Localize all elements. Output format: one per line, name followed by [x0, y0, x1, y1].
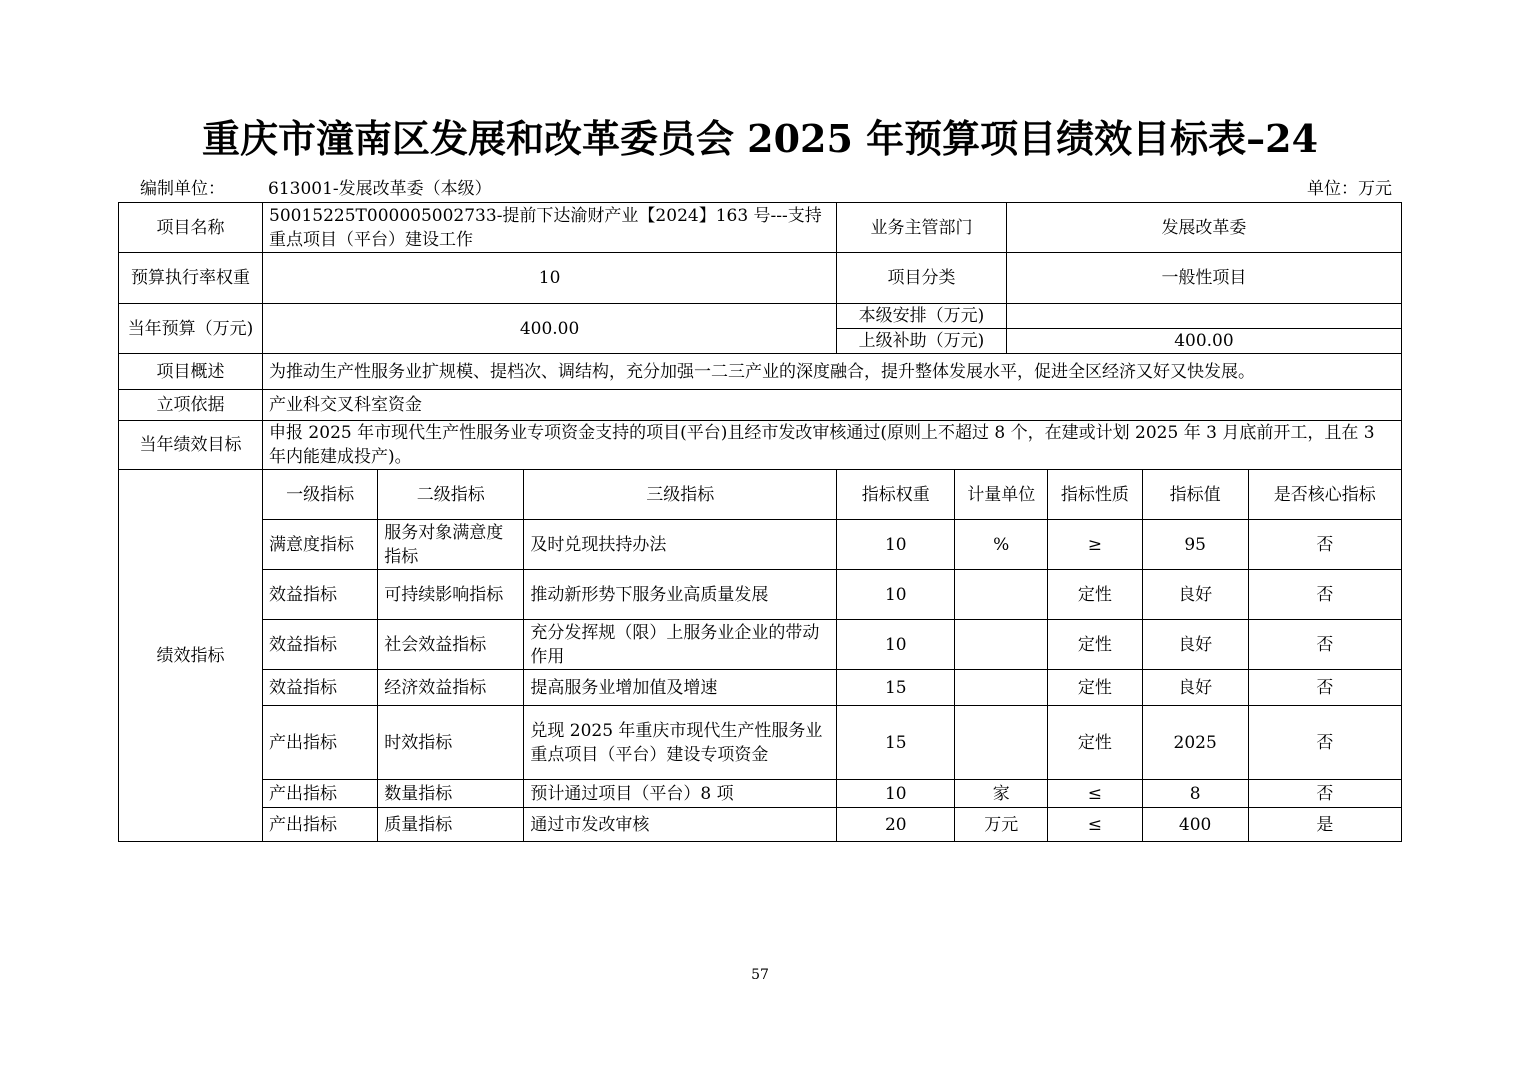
unit-cell: 万元 [955, 808, 1048, 842]
compiling-unit-value: 613001-发展改革委（本级） [268, 179, 492, 199]
level2-cell: 服务对象满意度指标 [378, 520, 524, 570]
compiling-unit-label: 编制单位： [140, 179, 225, 199]
row-weight [119, 253, 1402, 304]
dept-value: 发展改革委 [1006, 203, 1401, 253]
upper-label: 上级补助（万元) [837, 329, 1007, 354]
level3-cell: 及时兑现扶持办法 [524, 520, 837, 570]
indicator-row [119, 670, 1402, 706]
nature-cell: 定性 [1048, 570, 1143, 620]
level3-cell: 充分发挥规（限）上服务业企业的带动作用 [524, 620, 837, 670]
level3-cell: 兑现 2025 年重庆市现代生产性服务业重点项目（平台）建设专项资金 [524, 706, 837, 780]
header-value: 指标值 [1142, 470, 1248, 520]
local-value [1006, 304, 1401, 329]
level1-cell: 产出指标 [263, 706, 378, 780]
weight-cell: 10 [837, 520, 955, 570]
header-core: 是否核心指标 [1248, 470, 1401, 520]
level3-cell: 推动新形势下服务业高质量发展 [524, 570, 837, 620]
core-cell: 否 [1248, 670, 1401, 706]
header-level3: 三级指标 [524, 470, 837, 520]
unit-cell: % [955, 520, 1048, 570]
level1-cell: 满意度指标 [263, 520, 378, 570]
indicator-row [119, 620, 1402, 670]
weight-label: 预算执行率权重 [119, 253, 263, 304]
row-overview [119, 354, 1402, 390]
header-weight: 指标权重 [837, 470, 955, 520]
indicator-row [119, 808, 1402, 842]
core-cell: 是 [1248, 808, 1401, 842]
level1-cell: 效益指标 [263, 670, 378, 706]
nature-cell: 定性 [1048, 706, 1143, 780]
indicator-row [119, 706, 1402, 780]
indicators-section-label: 绩效指标 [119, 470, 263, 842]
value-cell: 良好 [1142, 570, 1248, 620]
level3-cell: 通过市发改审核 [524, 808, 837, 842]
value-cell: 400 [1142, 808, 1248, 842]
local-label: 本级安排（万元) [837, 304, 1007, 329]
basis-label: 立项依据 [119, 390, 263, 421]
overview-value: 为推动生产性服务业扩规模、提档次、调结构，充分加强一二三产业的深度融合，提升整体发展水平，促进全区经济又好又快发展。 [263, 354, 1402, 390]
nature-cell: ≤ [1048, 780, 1143, 808]
project-name-label: 项目名称 [119, 203, 263, 253]
header-level2: 二级指标 [378, 470, 524, 520]
unit-cell [955, 570, 1048, 620]
unit-cell [955, 706, 1048, 780]
weight-cell: 15 [837, 670, 955, 706]
weight-cell: 10 [837, 780, 955, 808]
level3-cell: 预计通过项目（平台）8 项 [524, 780, 837, 808]
value-cell: 2025 [1142, 706, 1248, 780]
category-label: 项目分类 [837, 253, 1007, 304]
level2-cell: 社会效益指标 [378, 620, 524, 670]
nature-cell: ≤ [1048, 808, 1143, 842]
weight-value: 10 [263, 253, 837, 304]
nature-cell: ≥ [1048, 520, 1143, 570]
core-cell: 否 [1248, 620, 1401, 670]
performance-table [118, 202, 1402, 842]
level1-cell: 产出指标 [263, 808, 378, 842]
core-cell: 否 [1248, 520, 1401, 570]
row-project-name [119, 203, 1402, 253]
level3-cell: 提高服务业增加值及增速 [524, 670, 837, 706]
category-value: 一般性项目 [1006, 253, 1401, 304]
budget-label: 当年预算（万元) [119, 304, 263, 354]
goal-value: 申报 2025 年市现代生产性服务业专项资金支持的项目(平台)且经市发改审核通过(原则上不超过 8 个，在建或计划 2025 年 3 月底前开工，且在 3 年内能建成投产)。 [263, 421, 1402, 470]
core-cell: 否 [1248, 780, 1401, 808]
unit-cell [955, 670, 1048, 706]
value-cell: 良好 [1142, 670, 1248, 706]
page-title: 重庆市潼南区发展和改革委员会 2025 年预算项目绩效目标表–24 [201, 116, 1319, 161]
indicator-header-row [119, 470, 1402, 520]
level2-cell: 经济效益指标 [378, 670, 524, 706]
level2-cell: 时效指标 [378, 706, 524, 780]
unit-cell: 家 [955, 780, 1048, 808]
indicator-row [119, 520, 1402, 570]
core-cell: 否 [1248, 570, 1401, 620]
weight-cell: 15 [837, 706, 955, 780]
compiling-unit [140, 174, 492, 199]
row-basis [119, 390, 1402, 421]
header-nature: 指标性质 [1048, 470, 1143, 520]
weight-cell: 20 [837, 808, 955, 842]
weight-cell: 10 [837, 620, 955, 670]
dept-label: 业务主管部门 [837, 203, 1007, 253]
core-cell: 否 [1248, 706, 1401, 780]
unit-cell [955, 620, 1048, 670]
row-goal [119, 421, 1402, 470]
header-unit: 计量单位 [955, 470, 1048, 520]
level2-cell: 数量指标 [378, 780, 524, 808]
page-number: 57 [751, 967, 769, 983]
overview-label: 项目概述 [119, 354, 263, 390]
value-cell: 8 [1142, 780, 1248, 808]
nature-cell: 定性 [1048, 620, 1143, 670]
upper-value: 400.00 [1006, 329, 1401, 354]
level1-cell: 产出指标 [263, 780, 378, 808]
nature-cell: 定性 [1048, 670, 1143, 706]
weight-cell: 10 [837, 570, 955, 620]
value-cell: 良好 [1142, 620, 1248, 670]
indicator-row [119, 780, 1402, 808]
value-cell: 95 [1142, 520, 1248, 570]
level1-cell: 效益指标 [263, 620, 378, 670]
level2-cell: 质量指标 [378, 808, 524, 842]
header-level1: 一级指标 [263, 470, 378, 520]
project-name-value: 50015225T000005002733-提前下达渝财产业【2024】163 号---支持重点项目（平台）建设工作 [263, 203, 837, 253]
budget-value: 400.00 [263, 304, 837, 354]
currency-unit: 单位：万元 [1307, 179, 1392, 199]
level2-cell: 可持续影响指标 [378, 570, 524, 620]
goal-label: 当年绩效目标 [119, 421, 263, 470]
basis-value: 产业科交叉科室资金 [263, 390, 1402, 421]
row-budget-a [119, 304, 1402, 329]
indicator-row [119, 570, 1402, 620]
level1-cell: 效益指标 [263, 570, 378, 620]
